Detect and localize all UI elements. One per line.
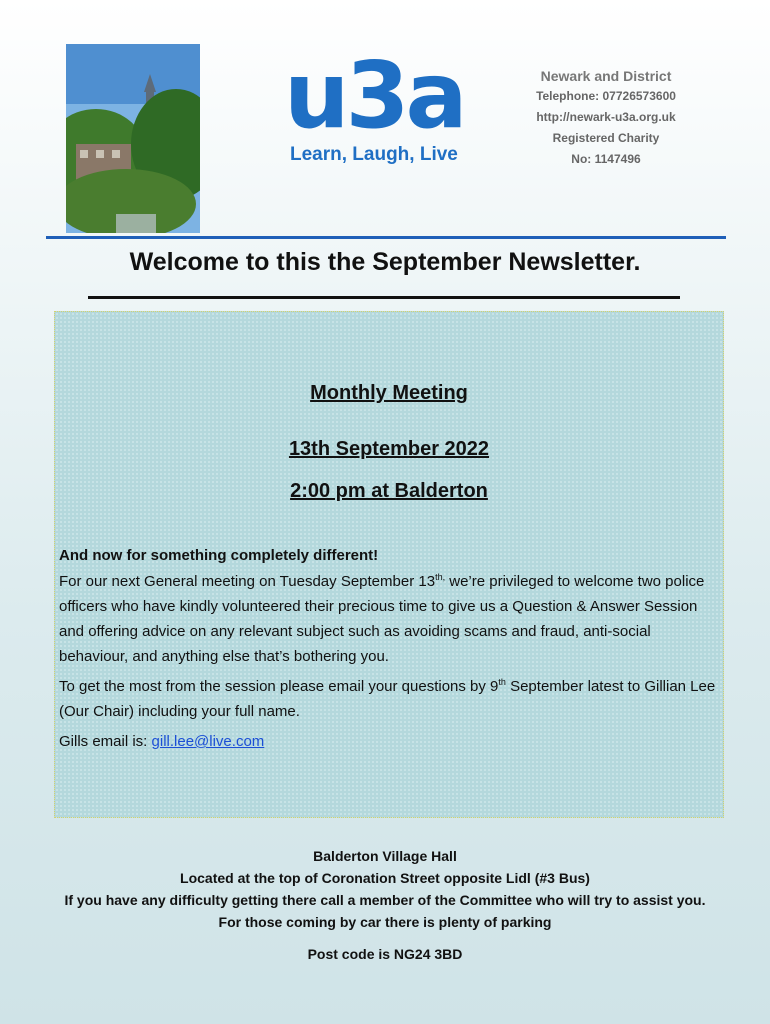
newsletter-headline: Welcome to this the September Newsletter. <box>129 248 641 276</box>
venue-name: Balderton Village Hall <box>313 848 457 864</box>
venue-footer <box>0 845 770 965</box>
venue-location: Located at the top of Coronation Street opposite Lidl (#3 Bus) <box>180 870 590 886</box>
venue-difficulty: If you have any difficulty getting there call a member of the Committee who will try to assist you. For those coming by car there is plenty of parking <box>64 892 706 930</box>
header-photo <box>66 44 200 233</box>
org-name: Newark and District <box>540 68 672 84</box>
logo-text: u3a <box>284 42 464 149</box>
charity-number: No: 1147496 <box>571 152 641 166</box>
postcode: Post code is NG24 3BD <box>307 946 463 962</box>
paragraph-1: For our next General meeting on Tuesday September $13^{th,}$ we’re privileged to welcome two police officers who have kindly volunteered their precious time to give us a Question & Answer Session and offering advice on any relevant subject such as avoiding scams and fraud, anti-social behaviour, and anything else that’s bothering you. <box>59 572 705 665</box>
contact-block <box>506 66 706 170</box>
u3a-logo <box>284 42 466 174</box>
headline-underline <box>88 296 680 299</box>
paragraph-2: To get the most from the session please email your questions by 9th September latest to Gillian Lee (Our Chair) including your full name. <box>59 677 716 720</box>
meeting-title: Monthly Meeting <box>310 382 468 404</box>
email-line: Gills email is: gill.lee@live.com <box>59 733 265 750</box>
telephone: Telephone: 07726573600 <box>536 89 676 103</box>
meeting-time-place: 2:00 pm at Balderton <box>290 480 488 502</box>
meeting-details <box>59 543 719 754</box>
email-link[interactable]: gill.lee@live.com <box>151 733 265 750</box>
website-link[interactable]: http://newark-u3a.org.uk <box>536 110 676 124</box>
meeting-box <box>54 311 724 818</box>
meeting-date: 13th September 2022 <box>288 438 490 460</box>
intro-line: And now for something completely different! <box>59 547 379 564</box>
header-divider <box>46 236 726 239</box>
tagline: Learn, Laugh, Live <box>290 144 458 165</box>
charity-label: Registered Charity <box>552 131 660 145</box>
